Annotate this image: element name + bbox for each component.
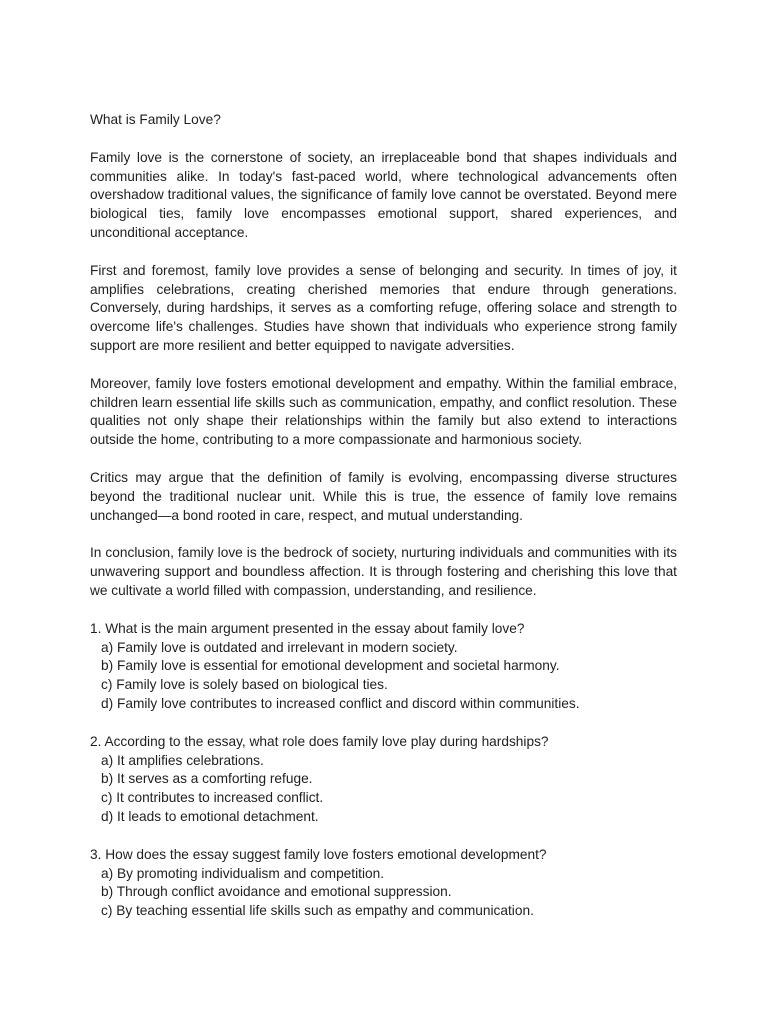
- question-1-option-c: c) Family love is solely based on biological ties.: [101, 677, 388, 693]
- question-3-option-a: a) By promoting individualism and competition.: [101, 865, 385, 881]
- question-3-option-c: c) By teaching essential life skills such as empathy and communication.: [101, 903, 534, 919]
- document-title: What is Family Love?: [90, 112, 221, 127]
- question-2-text: 2. According to the essay, what role does family love play during hardships?: [90, 733, 549, 749]
- question-1-option-a: a) Family love is outdated and irrelevant in modern society.: [101, 639, 458, 655]
- question-1-options: [90, 639, 677, 714]
- question-1-option-d: d) Family love contributes to increased conflict and discord within communities.: [101, 695, 580, 711]
- question-2-option-d: d) It leads to emotional detachment.: [101, 808, 319, 824]
- question-2: [90, 733, 677, 827]
- paragraph-intro: Family love is the cornerstone of society, an irreplaceable bond that shapes individuals and communities alike. In today's fast-paced world, where technological advancements often overshadow traditional values, the significance of family love cannot be overstated. Beyond mere biological ties, family love encompasses emotional support, shared experiences, and unconditional acceptance.: [90, 149, 677, 240]
- question-3-option-b: b) Through conflict avoidance and emotional suppression.: [101, 884, 452, 900]
- question-2-options: [90, 752, 677, 827]
- paragraph-emotional-development: Moreover, family love fosters emotional development and empathy. Within the familial embrace, children learn essential life skills such as communication, empathy, and conflict resolution. These qualities not only shape their relationships within the family but also extend to interactions outside the home, contributing to a more compassionate and harmonious society.: [90, 375, 677, 448]
- question-2-option-a: a) It amplifies celebrations.: [101, 752, 264, 768]
- paragraph-belonging: First and foremost, family love provides a sense of belonging and security. In times of joy, it amplifies celebrations, creating cherished memories that endure through generations. Conversely, during hardships, it serves as a comforting refuge, offering solace and strength to overcome life's challenges. Studies have shown that individuals who experience strong family support are more resilient and better equipped to navigate adversities.: [90, 262, 677, 353]
- question-3: [90, 846, 677, 921]
- question-1-text: 1. What is the main argument presented in the essay about family love?: [90, 620, 525, 636]
- question-2-option-c: c) It contributes to increased conflict.: [101, 790, 324, 806]
- paragraph-conclusion: In conclusion, family love is the bedrock of society, nurturing individuals and communities with its unwavering support and boundless affection. It is through fostering and cherishing this love that we cultivate a world filled with compassion, understanding, and resilience.: [90, 545, 677, 598]
- question-1-option-b: b) Family love is essential for emotional development and societal harmony.: [101, 658, 560, 674]
- question-3-options: [90, 865, 677, 921]
- question-3-text: 3. How does the essay suggest family love fosters emotional development?: [90, 846, 547, 862]
- question-2-option-b: b) It serves as a comforting refuge.: [101, 771, 313, 787]
- question-1: [90, 620, 677, 714]
- document-page: [90, 111, 677, 940]
- paragraph-critics: Critics may argue that the definition of family is evolving, encompassing diverse structures beyond the traditional nuclear unit. While this is true, the essence of family love remains unchanged—a bond rooted in care, respect, and mutual understanding.: [90, 469, 677, 523]
